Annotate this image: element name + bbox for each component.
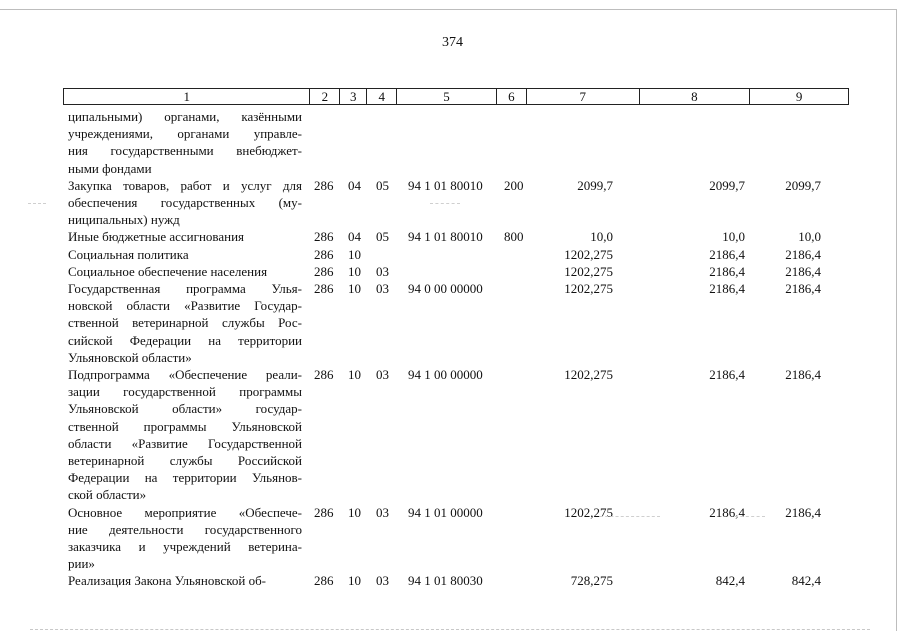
row-description-line: новской области «Развитие Государ- — [68, 298, 302, 314]
row-description — [68, 177, 302, 229]
cell-c3: 04 — [348, 229, 361, 245]
header-col-9: 9 — [795, 89, 803, 104]
scan-border-top — [0, 9, 897, 10]
cell-c9: 2186,4 — [785, 263, 821, 279]
row-description — [68, 263, 302, 280]
row-description-line: ния государственными внебюджет- — [68, 143, 302, 159]
cell-c2: 286 — [314, 229, 334, 245]
cell-c7: 1202,275 — [564, 367, 613, 382]
row-description-line: Закупка товаров, работ и услуг для — [68, 177, 302, 193]
row-description-line: Основное мероприятие «Обеспече- — [68, 504, 302, 520]
row-description-line: ние деятельности государственного — [68, 521, 302, 537]
cell-c9: 2186,4 — [785, 504, 821, 520]
row-description-line: обеспечения государственных (му- — [68, 194, 302, 210]
cell-c6: 200 — [504, 177, 524, 193]
header-col-7: 7 — [527, 89, 640, 104]
scan-mark — [735, 516, 765, 517]
row-description — [68, 280, 302, 366]
row-description-line: ственной ветеринарной службы Рос- — [68, 315, 302, 331]
row-description-line: ственной программы Ульяновской — [68, 418, 302, 434]
cell-c7: 1202,275 — [564, 504, 613, 520]
cell-c7: 10,0 — [590, 229, 613, 245]
cell-c9: 2099,7 — [785, 177, 821, 193]
row-description-line: Федерации на территории Ульянов- — [68, 470, 302, 486]
row-description-line: Социальная политика — [68, 246, 189, 262]
cell-c5: 94 1 00 00000 — [408, 367, 483, 382]
cell-c3: 04 — [348, 177, 361, 193]
scan-border-right — [896, 9, 897, 631]
row-description-line: Ульяновской области» — [68, 349, 192, 365]
header-col-5: 5 — [397, 89, 497, 104]
cell-c5: 94 1 01 80030 — [408, 573, 483, 589]
row-description-line: Реализация Закона Ульяновской об- — [68, 573, 267, 589]
cell-c3: 10 — [348, 263, 361, 279]
row-description-line: учреждениями, органами управле- — [68, 126, 302, 142]
cell-c3: 10 — [348, 504, 361, 520]
row-description — [68, 108, 302, 177]
cell-c8: 842,4 — [715, 573, 745, 589]
row-description — [68, 572, 302, 589]
cell-c4: 03 — [376, 573, 389, 589]
header-col-4: 4 — [367, 89, 397, 104]
header-col-8: 8 — [640, 89, 751, 104]
cell-c5: 94 0 00 00000 — [408, 281, 483, 296]
header-col-1: 1 — [64, 89, 310, 104]
cell-c2: 286 — [314, 281, 334, 296]
cell-c5: 94 1 01 80010 — [408, 229, 483, 245]
scan-mark — [600, 516, 660, 517]
cell-c2: 286 — [314, 504, 334, 520]
row-description — [68, 246, 302, 263]
cell-c2: 286 — [314, 367, 334, 382]
row-description-line: Социальное обеспечение населения — [68, 263, 268, 279]
cell-c8: 10,0 — [722, 229, 745, 245]
cell-c4: 03 — [376, 263, 389, 279]
row-description-line: Ульяновской области» государ- — [68, 401, 302, 417]
cell-c5: 94 1 01 00000 — [408, 504, 483, 520]
cell-c4: 03 — [376, 281, 389, 296]
page-number: 374 — [442, 35, 463, 50]
cell-c4: 03 — [376, 504, 389, 520]
cell-c8: 2099,7 — [709, 177, 745, 193]
cell-c8: 2186,4 — [709, 263, 745, 279]
header-col-2: 2 — [310, 89, 340, 104]
row-description-line: сийской Федерации на территории — [68, 332, 302, 348]
cell-c9: 2186,4 — [785, 367, 821, 382]
scan-mark — [430, 203, 460, 204]
cell-c8: 2186,4 — [709, 504, 745, 520]
cell-c7: 1202,275 — [564, 263, 613, 279]
cell-c8: 2186,4 — [709, 281, 745, 296]
cell-c4: 05 — [376, 177, 389, 193]
row-description-line: области «Развитие Государственной — [68, 435, 302, 451]
cell-c8: 2186,4 — [709, 367, 745, 382]
cell-c2: 286 — [314, 246, 334, 262]
cell-c3: 10 — [348, 573, 361, 589]
row-description-line: рии» — [68, 556, 95, 572]
row-description-line: зации государственной программы — [68, 384, 302, 400]
row-description-line: Подпрограмма «Обеспечение реали- — [68, 367, 302, 382]
scan-mark — [28, 203, 46, 204]
cell-c3: 10 — [348, 246, 361, 262]
row-description-line: ской области» — [68, 487, 147, 503]
row-description-line: заказчика и учреждений ветерина- — [68, 538, 302, 554]
cell-c3: 10 — [348, 367, 361, 382]
cell-c2: 286 — [314, 573, 334, 589]
cell-c7: 728,275 — [570, 573, 613, 589]
cell-c7: 1202,275 — [564, 281, 613, 296]
cell-c7: 2099,7 — [577, 177, 613, 193]
cell-c8: 2186,4 — [709, 246, 745, 262]
row-description-line: ниципальных) нужд — [68, 212, 180, 228]
cell-c2: 286 — [314, 263, 334, 279]
table-header — [63, 88, 849, 105]
cell-c9: 10,0 — [798, 229, 821, 245]
row-description-line: ными фондами — [68, 160, 152, 176]
row-description-line: ципальными) органами, казёнными — [68, 109, 302, 124]
scan-bottom-edge — [30, 629, 870, 630]
cell-c9: 2186,4 — [785, 281, 821, 296]
row-description — [68, 228, 302, 245]
row-description — [68, 504, 302, 573]
row-description-line: ветеринарной службы Российской — [68, 452, 302, 468]
row-description — [68, 366, 302, 504]
cell-c4: 05 — [376, 229, 389, 245]
cell-c5: 94 1 01 80010 — [408, 177, 483, 193]
row-description-line: Иные бюджетные ассигнования — [68, 229, 245, 245]
cell-c6: 800 — [504, 229, 524, 245]
cell-c9: 2186,4 — [785, 246, 821, 262]
cell-c2: 286 — [314, 177, 334, 193]
header-col-3: 3 — [340, 89, 367, 104]
cell-c4: 03 — [376, 367, 389, 382]
row-description-line: Государственная программа Улья- — [68, 281, 302, 296]
cell-c7: 1202,275 — [564, 246, 613, 262]
cell-c3: 10 — [348, 281, 361, 296]
cell-c9: 842,4 — [791, 573, 821, 589]
header-col-6: 6 — [497, 89, 527, 104]
